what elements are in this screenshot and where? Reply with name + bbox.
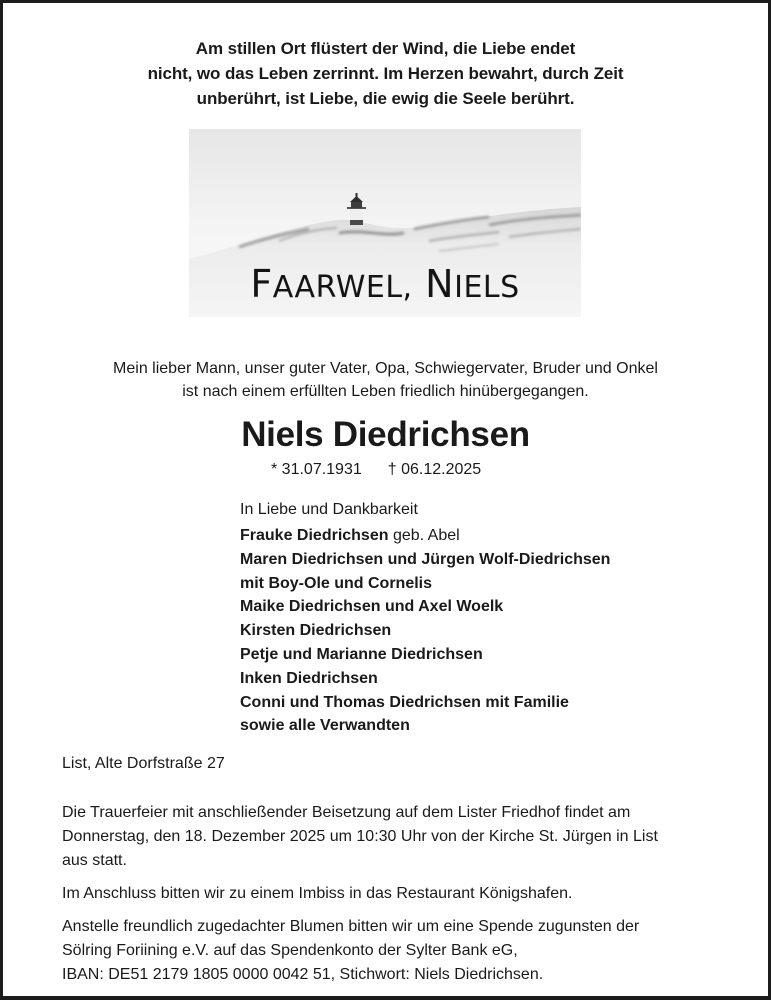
- mourner-row: Inken Diedrichsen: [240, 669, 378, 687]
- mourner-row: Maren Diedrichsen und Jürgen Wolf-Diedrichsen: [240, 550, 611, 568]
- intro-text: [3, 357, 768, 403]
- memorial-poem: [3, 36, 768, 111]
- deceased-name: Niels Diedrichsen: [241, 415, 530, 454]
- family-address: List, Alte Dorfstraße 27: [62, 755, 225, 772]
- mourners-lead: In Liebe und Dankbarkeit: [240, 501, 418, 518]
- intro-line: Mein lieber Mann, unser guter Vater, Opa, Schwiegervater, Bruder und Onkel: [113, 360, 658, 377]
- lighthouse-dune-image: [189, 129, 581, 317]
- life-dates: [271, 459, 481, 481]
- death-date: † 06.12.2025: [387, 461, 482, 478]
- poem-line: nicht, wo das Leben zerrinnt. Im Herzen bewahrt, durch Zeit: [147, 64, 624, 83]
- intro-line: ist nach einem erfüllten Leben friedlich hinübergegangen.: [182, 383, 589, 400]
- mourner-row: Maike Diedrichsen und Axel Woelk: [240, 598, 504, 616]
- mourner-row: Frauke Diedrichsen geb. Abel: [240, 527, 460, 544]
- farewell-heading: FAARWEL, NIELS: [250, 262, 520, 306]
- mourner-row: Conni und Thomas Diedrichsen mit Familie: [240, 693, 569, 711]
- poem-line: Am stillen Ort flüstert der Wind, die Liebe endet: [195, 39, 576, 58]
- mourner-row: mit Boy-Ole und Cornelis: [240, 574, 433, 592]
- birth-date: * 31.07.1931: [271, 461, 362, 478]
- poem-line: unberührt, ist Liebe, die ewig die Seele berührt.: [196, 89, 575, 108]
- mourner-row: Kirsten Diedrichsen: [240, 622, 392, 640]
- mourner-row: sowie alle Verwandten: [240, 717, 410, 735]
- service-information: Die Trauerfeier mit anschließender Beisetzung auf dem Lister Friedhof findet am Donnerstag, den 18. Dezember 2025 um 10:30 Uhr von der Kirche St. Jürgen in List aus statt. Im Anschluss bitten wir zu einem Imbiss in das Restaurant Königshafen. Anstelle freundlich zugedachter Blumen bitten wir um eine Spende zugunsten der Sölring Foriining e.V. auf das Spendenkonto der Sylter Bank eG, IBAN: DE51 2179 1805 0000 0042 51, Stichwort: Niels Diedrichsen.: [62, 804, 658, 983]
- mourner-row: Petje und Marianne Diedrichsen: [240, 645, 483, 663]
- obituary-notice: [3, 3, 768, 996]
- mourners-list: [240, 499, 610, 738]
